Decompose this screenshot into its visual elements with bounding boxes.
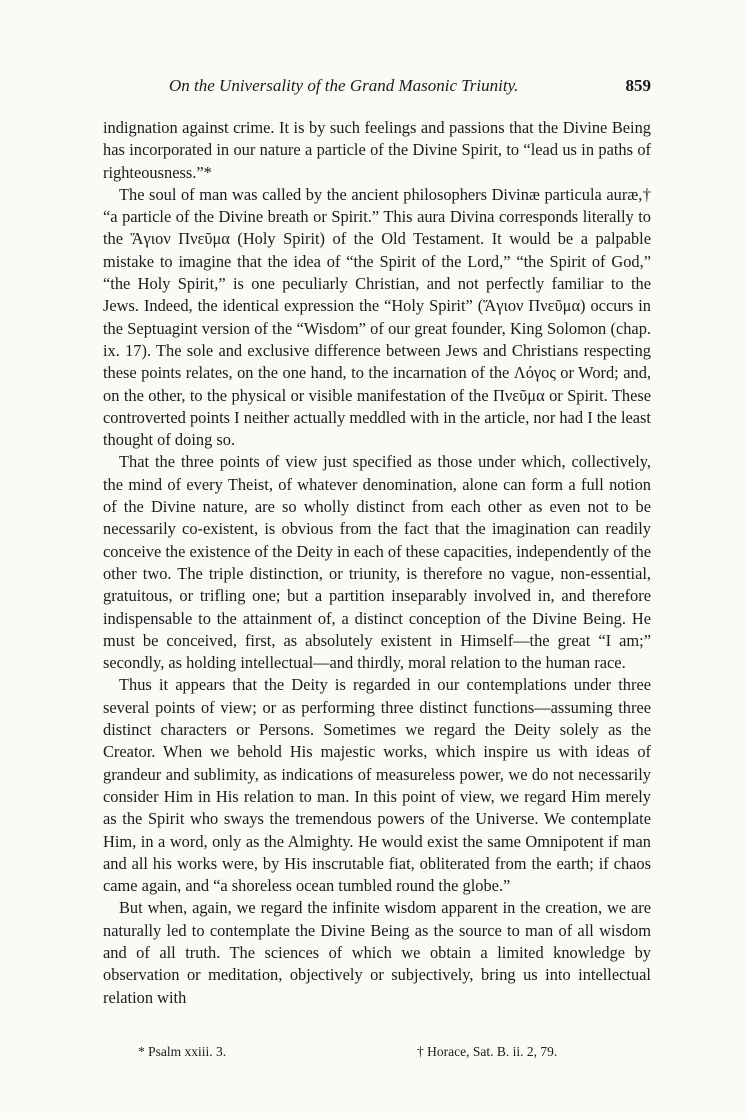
footnote-psalm: * Psalm xxiii. 3. — [138, 1044, 227, 1059]
paragraph-3: That the three points of view just specified as those under which, collectively, the mind of every Theist, of whatever denomination, alone can form a full notion of the Divine nature, are so wholly distinct from each other as even not to be necessarily co-existent, is obvious from the fact that the imagination can readily conceive the existence of the Deity in each of these capacities, independently of the other two. The triple distinction, or triunity, is therefore no vague, non-essential, gratuitous, or trifling one; but a partition inseparably involved in, and therefore indispensable to the attainment of, a distinct conception of the Divine Being. He must be conceived, first, as absolutely existent in Himself—the great “I am;” secondly, as holding intellectual—and thirdly, moral relation to the human race. — [103, 452, 651, 673]
footnote-horace: † Horace, Sat. B. ii. 2, 79. — [417, 1044, 558, 1059]
paragraph-2: The soul of man was called by the ancient philosophers Divinæ particula auræ,† “a particle of the Divine breath or Spirit.” This aura Divina corresponds literally to the Ἅγιον Πνεῦμα (Holy Spirit) of the Old Testament. It would be a palpable mistake to imagine that the idea of “the Spirit of the Lord,” “the Spirit of God,” “the Holy Spirit,” is one peculiarly Christian, and not perfectly familiar to the Jews. Indeed, the identical expression the “Holy Spirit” (Ἅγιον Πνεῦμα) occurs in the Septuagint version of the “Wisdom” of our great founder, King Solomon (chap. ix. 17). The sole and exclusive difference between Jews and Christians respecting these points relates, on the one hand, to the incarnation of the Λόγος or Word; and, on the other, to the physical or visible manifestation of the Πνεῦμα or Spirit. These controverted points I neither actually meddled with in the article, nor had I the least thought of doing so. — [103, 184, 651, 450]
paragraph-1: indignation against crime. It is by such feelings and passions that the Divine Being has incorporated in our nature a particle of the Divine Spirit, to “lead us in paths of righteousness.”* — [103, 118, 651, 182]
footnotes — [103, 1044, 651, 1066]
running-header — [103, 76, 651, 102]
paragraph-4: Thus it appears that the Deity is regarded in our contemplations under three several points of view; or as performing three distinct functions—assuming three distinct characters or Persons. Sometimes we regard the Deity solely as the Creator. When we behold His majestic works, which inspire us with ideas of grandeur and sublimity, as indications of measureless power, we do not necessarily consider Him in His relation to man. In this point of view, we regard Him merely as the Spirit who sways the tremendous powers of the Universe. We contemplate Him, in a word, only as the Almighty. He would exist the same Omnipotent if man and all his works were, by His inscrutable fiat, obliterated from the earth; if chaos came again, and “a shoreless ocean tumbled round the globe.” — [103, 675, 651, 896]
running-title: On the Universality of the Grand Masonic Triunity. — [169, 76, 519, 95]
page-number: 859 — [625, 76, 651, 95]
body-text — [103, 117, 651, 1009]
paragraph-5: But when, again, we regard the infinite wisdom apparent in the creation, we are naturally led to contemplate the Divine Being as the source to man of all wisdom and of all truth. The sciences of which we obtain a limited knowledge by observation or meditation, objectively or subjectively, bring us into intellectual relation with — [103, 898, 651, 1007]
